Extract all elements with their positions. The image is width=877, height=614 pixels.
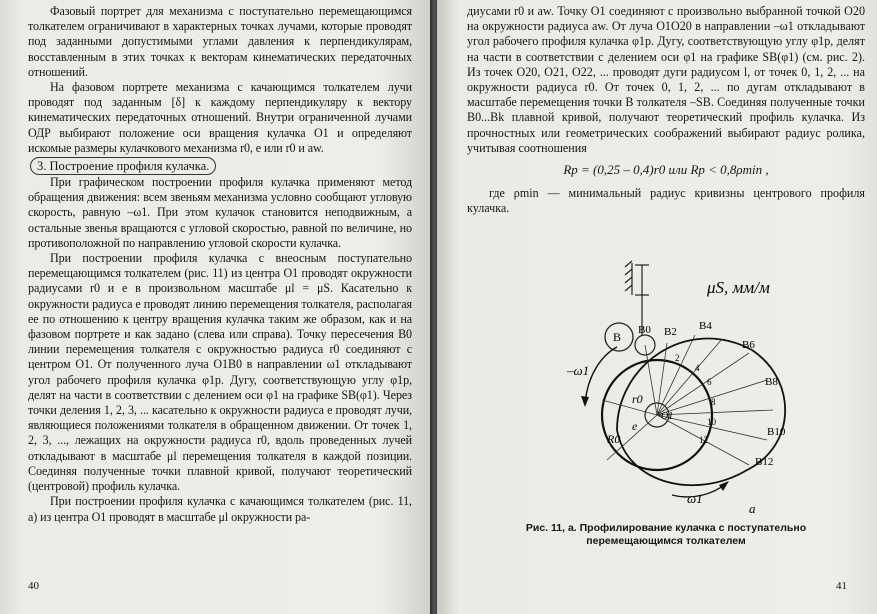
arc-number: 6 [707,377,712,387]
arc-number: 10 [707,417,716,427]
paragraph: где ρmin — минимальный радиус кривизны центрового профиля кулачка. [467,186,865,216]
scale-label: μS, мм/м [707,278,770,297]
radius-label: O1 [661,411,674,422]
section-heading: 3. Построение профиля кулачка. [30,157,216,175]
cam-profile-figure [467,255,865,540]
caption-line: Рис. 11, a. Профилирование кулачка с поступательно [525,522,807,534]
point-label: B4 [699,320,712,332]
paragraph: При построении профиля кулачка с внеосным поступательно перемещающимся толкателем (рис. 11) из центра O1 проводят окружности радиусами r0 и e в произвольном масштабе μl = μS. Касательно к окружности радиуса e проводят линию перемещения толкателя, располагая ее по отношению к центру вращения кулачка таким же образом, как и на фазовом портрете и как задано (слева или справа). Точку пересечения B0 линии перемещения толкателя с окружностью радиуса r0 соединяют с центром O1. От полученного луча O1B0 в направлении ω1 откладывают угол рабочего профиля кулачка φ1p. Дугу, соответствующую углу φ1p, делят на части в соответствии с делением оси φ1 на графике SB(φ1). Через точки деления 1, 2, 3, ... касательно к окружности радиуса e проводят лучи, являющиеся положениями толкателя в обращенном движении. От точек 1, 2, 3, ..., лежащих на окружности радиуса r0, вдоль проведенных лучей откладывают в масштабе μl перемещения толкателя в каждой позиции. Соединяя полученные точки плавной кривой, получают теоретический (центровой) профиль кулачка. [28,251,412,494]
point-label: B2 [664,326,677,338]
right-page [437,0,877,614]
point-label: B [613,330,622,344]
paragraph: Фазовый портрет для механизма с поступательно перемещающимся толкателем ограничивают в характерных точках лучами, которые проводят под заданными допустимыми углами давления к перпендикулярам, восставленным в этих точках к векторам кинематических передаточных отношений. [28,4,412,79]
paragraph: На фазовом портрете механизма с качающимся толкателем лучи проводят под заданным [δ] к каждому перпендикуляру к вектору кинематических передаточных отношений. Внутри ограниченной лучами ОДР выбирают положение оси вращения кулачка O1 и определяют искомые размеры кулачкового механизма r0, e или r0 и aw. [28,80,412,155]
page-number: 40 [28,580,39,592]
page-number: 41 [836,580,847,592]
point-label: B8 [765,376,778,388]
arc-number: 4 [695,363,700,373]
arc-number: 2 [675,353,680,363]
point-label: B6 [742,339,755,351]
omega-label: ω1 [687,491,703,506]
radius-label: e [632,419,638,433]
left-page [0,0,432,614]
omega-arrow [585,347,617,405]
paragraph: диусами r0 и aw. Точку O1 соединяют с произвольно выбранной точкой O20 на окружности радиуса aw. От луча O1O20 в направлении –ω1 откладывают угол рабочего профиля кулачка φ1p. Дугу, соответствующую углу φ1p, делят на части в соответствии с делением оси φ1 на графике SB(φ1) (см. рис. 2). Из точек O20, O21, O22, ... проводят дуги радиусом l, от точек 0, 1, 2, ... на окружности радиуса r0. От точек 0, 1, 2, ... по дугам откладывают в масштабе перемещения точки B толкателя –SB. Соединяя полученные точки B0...Bk плавной кривой, получают теоретический профиль кулачка. Из прочностных или геометрических соображений выбирают радиус ролика, учитывая соотношения [467,4,865,155]
arc-number: 12 [699,435,708,445]
point-label: B0 [638,324,651,336]
paragraph: При построении профиля кулачка с качающимся толкателем (рис. 11, a) из центра O1 проводят в масштабе μl окружности ра- [28,494,412,524]
point-label: B12 [755,456,774,468]
figure-sublabel: a [749,501,756,516]
paragraph: При графическом построении профиля кулачка применяют метод обращения движения: всем звеньям механизма условно сообщают угловую скорость, равную –ω1. При этом кулачок становится неподвижным, а остальные звенья вращаются с угловой скоростью, равной по величине, но противоположной по направлению угловой скорости кулачка. [28,175,412,250]
arc-number: 8 [711,397,716,407]
caption-line: перемещающимся толкателем [586,535,746,547]
figure-caption [467,522,865,548]
point-label: B10 [767,426,786,438]
omega-label: –ω1 [567,363,590,378]
radius-label: r0 [632,392,643,406]
formula: Rp = (0,25 – 0,4)r0 или Rp < 0,8ρmin , [563,162,769,178]
radius-label: R0 [607,432,621,446]
